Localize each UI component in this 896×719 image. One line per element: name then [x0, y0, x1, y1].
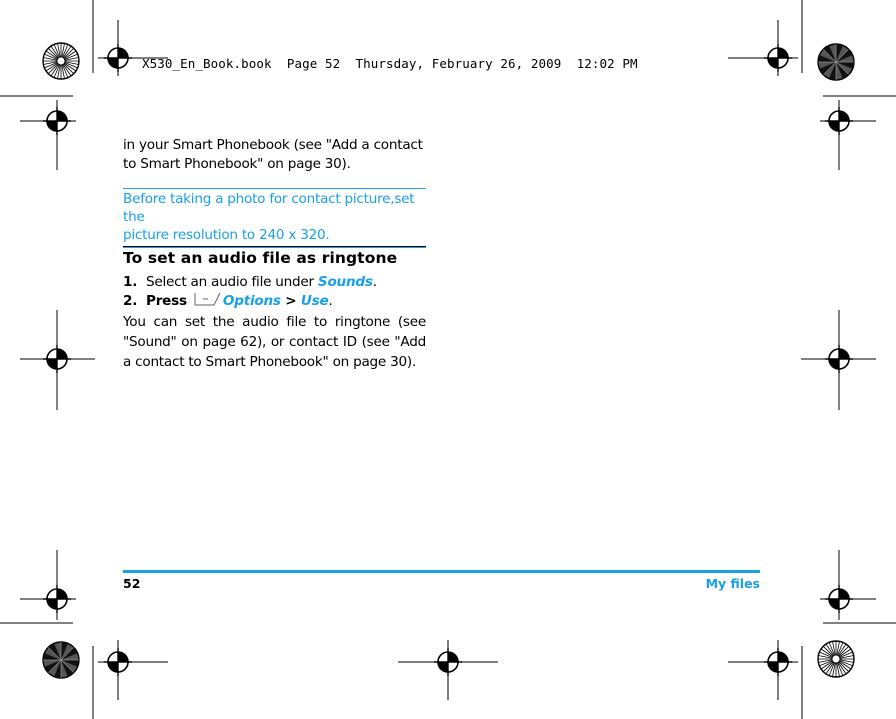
registration-target-icon: [825, 585, 853, 613]
registration-target-icon: [43, 345, 71, 373]
section-heading-block: [123, 246, 426, 268]
registration-target-icon: [43, 585, 71, 613]
sounds-link[interactable]: Sounds: [317, 274, 373, 290]
registration-target-icon: [764, 648, 792, 676]
registration-target-icon: [104, 44, 132, 72]
body-paragraph: You can set the audio file to ringtone (see "Sound" on page 62), or contact ID (see "Add a contact to Smart Phonebook" on page 30).: [123, 314, 426, 370]
options-softkey-label[interactable]: Options: [222, 293, 281, 309]
step-number: 1.: [123, 274, 138, 290]
print-slug: X530_En_Book.book Page 52 Thursday, February 26, 2009 12:02 PM: [142, 56, 638, 71]
use-link[interactable]: Use: [300, 293, 329, 309]
step-press: Press: [146, 293, 187, 309]
section-title: To set an audio file as ringtone: [123, 249, 398, 267]
left-softkey-icon: [194, 292, 221, 312]
note-line-2: picture resolution to 240 x 320.: [123, 227, 330, 243]
menu-separator: >: [280, 293, 301, 309]
note-line-1: Before taking a photo for contact picture,set the: [123, 191, 415, 225]
step-number: 2.: [123, 293, 138, 309]
starburst-wheel-icon: [818, 641, 854, 677]
registration-target-icon: [764, 44, 792, 72]
starburst-wheel-icon: [818, 44, 854, 80]
steps-list: [123, 273, 426, 372]
registration-target-icon: [434, 648, 462, 676]
registration-target-icon: [104, 648, 132, 676]
starburst-wheel-icon: [43, 642, 79, 678]
registration-target-icon: [825, 107, 853, 135]
step-punct: .: [372, 274, 377, 290]
intro-text: in your Smart Phonebook (see "Add a contact to Smart Phonebook" on page 30).: [123, 137, 423, 172]
step-2: [123, 292, 426, 312]
note-box: [123, 188, 426, 248]
footer-section-title: My files: [705, 576, 760, 591]
page-number: 52: [123, 576, 141, 591]
registration-target-icon: [43, 107, 71, 135]
registration-target-icon: [825, 345, 853, 373]
step-text: Select an audio file under: [146, 274, 318, 290]
starburst-wheel-icon: [43, 43, 79, 79]
footer-rule: [123, 570, 760, 573]
step-punct: .: [328, 293, 333, 309]
step-1: [123, 273, 426, 292]
